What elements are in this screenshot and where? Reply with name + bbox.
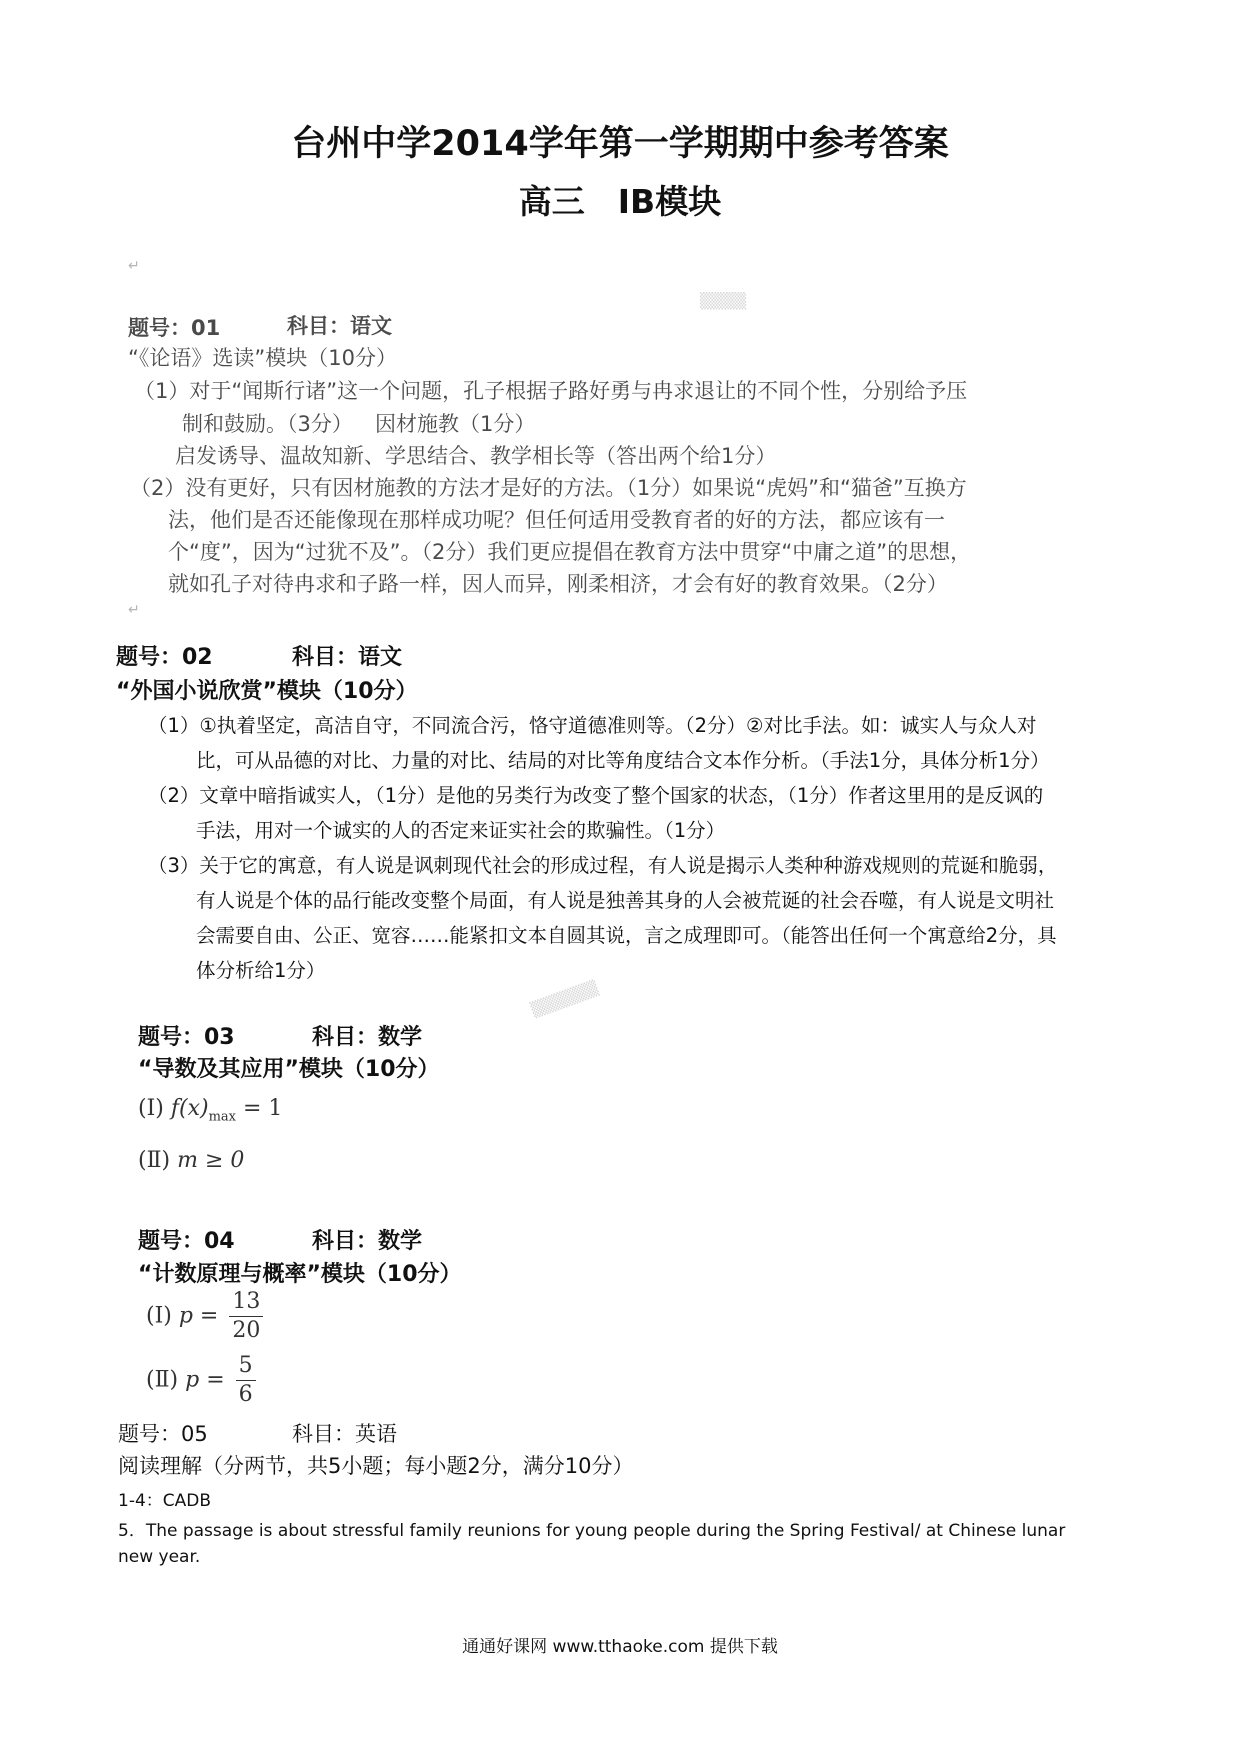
question-number: 题号：01 (128, 316, 221, 340)
answer-1 (138, 1096, 282, 1124)
answer-line: 体分析给1分） (196, 959, 326, 982)
page-subtitle: 高三 IB模块 (518, 182, 722, 221)
answer-line: new year. (118, 1547, 201, 1567)
watermark: ▒▒▒▒ (700, 292, 747, 310)
answer-line: 会需要自由、公正、宽容……能紧扣文本自圆其说，言之成理即可。（能答出任何一个寓意给2分，具 (196, 924, 1057, 947)
answer-line: 因材施教（1分） (375, 412, 536, 436)
module-title: 阅读理解（分两节，共5小题；每小题2分，满分10分） (118, 1454, 634, 1478)
question-subject: 科目：数学 (312, 1229, 423, 1254)
answer-line: 个“度”，因为“过犹不及”。（2分）我们更应提倡在教育方法中贯穿“中庸之道”的思想， (168, 540, 972, 564)
answer-label: (Ⅱ) (146, 1367, 179, 1393)
answer-label: (Ⅰ) (138, 1096, 164, 1121)
question-subject: 科目：英语 (292, 1422, 397, 1446)
answer-line: 1-4：CADB (118, 1491, 212, 1511)
fraction-denominator: 6 (238, 1382, 253, 1407)
math-expression: = 1 (243, 1096, 283, 1121)
question-subject: 科目：语文 (292, 645, 403, 670)
question-number: 题号：02 (116, 645, 213, 670)
math-expression: f(x) (170, 1096, 209, 1121)
math-expression: m ≥ 0 (177, 1148, 245, 1173)
answer-line: 启发诱导、温故知新、学思结合、教学相长等（答出两个给1分） (175, 444, 777, 468)
answer-line: 有人说是个体的品行能改变整个局面，有人说是独善其身的人会被荒诞的社会吞噬，有人说是文明社 (196, 889, 1055, 912)
question-number: 题号：03 (138, 1025, 235, 1050)
answer-label: (Ⅱ) (138, 1148, 171, 1173)
answer-line: 5．The passage is about stressful family reunions for young people during the Spring Festival/ at Chinese lunar (118, 1521, 1066, 1541)
answer-line: （2）没有更好，只有因材施教的方法才是好的方法。（1分）如果说“虎妈”和“猫爸”互换方 (130, 476, 967, 500)
question-number: 题号：04 (138, 1229, 235, 1254)
paragraph-mark: ↵ (128, 602, 140, 618)
answer-2 (146, 1352, 256, 1409)
question-subject: 科目：语文 (287, 314, 392, 338)
question-subject: 科目：数学 (312, 1025, 423, 1050)
answer-line: 制和鼓励。（3分） (182, 412, 353, 436)
page-footer: 通通好课网 www.tthaoke.com 提供下载 (462, 1637, 778, 1657)
fraction-denominator: 20 (232, 1318, 261, 1343)
module-title: “导数及其应用”模块（10分） (138, 1057, 440, 1082)
answer-line: （2）文章中暗指诚实人，（1分）是他的另类行为改变了整个国家的状态，（1分）作者这里用的是反讽的 (148, 784, 1044, 807)
module-title: “计数原理与概率”模块（10分） (138, 1262, 462, 1287)
watermark-logo: ▒▒▒▒▒▒ (529, 978, 601, 1020)
answer-line: 法，他们是否还能像现在那样成功呢？但任何适用受教育者的好的方法，都应该有一 (168, 508, 945, 532)
paragraph-mark: ↵ (128, 258, 140, 274)
answer-2 (138, 1148, 244, 1173)
module-title: “外国小说欣赏”模块（10分） (116, 679, 418, 704)
math-expression: p = (185, 1367, 225, 1393)
page-title: 台州中学2014学年第一学期期中参考答案 (291, 124, 949, 164)
question-number: 题号：05 (118, 1422, 208, 1446)
fraction-numerator: 13 (229, 1288, 263, 1317)
answer-line: 手法，用对一个诚实的人的否定来证实社会的欺骗性。（1分） (196, 819, 726, 842)
answer-1 (146, 1288, 263, 1345)
fraction (229, 1288, 263, 1345)
fraction (236, 1352, 256, 1409)
answer-line: 比，可从品德的对比、力量的对比、结局的对比等角度结合文本作分析。（手法1分，具体分析1分） (196, 749, 1050, 772)
answer-line: （3）关于它的寓意，有人说是讽刺现代社会的形成过程，有人说是揭示人类种种游戏规则的荒诞和脆弱， (148, 854, 1058, 877)
module-title: “《论语》选读”模块（10分） (128, 346, 397, 370)
math-expression: p = (178, 1303, 219, 1329)
answer-line: （1）对于“闻斯行诸”这一个问题，孔子根据子路好勇与冉求退让的不同个性，分别给予压 (134, 379, 968, 403)
math-subscript: max (208, 1109, 236, 1125)
answer-line: 就如孔子对待冉求和子路一样，因人而异，刚柔相济，才会有好的教育效果。（2分） (168, 572, 948, 596)
fraction-numerator: 5 (236, 1352, 256, 1381)
answer-label: (Ⅰ) (146, 1303, 172, 1329)
answer-line: （1）①执着坚定，高洁自守，不同流合污，恪守道德准则等。（2分）②对比手法。如：诚实人与众人对 (148, 714, 1037, 737)
